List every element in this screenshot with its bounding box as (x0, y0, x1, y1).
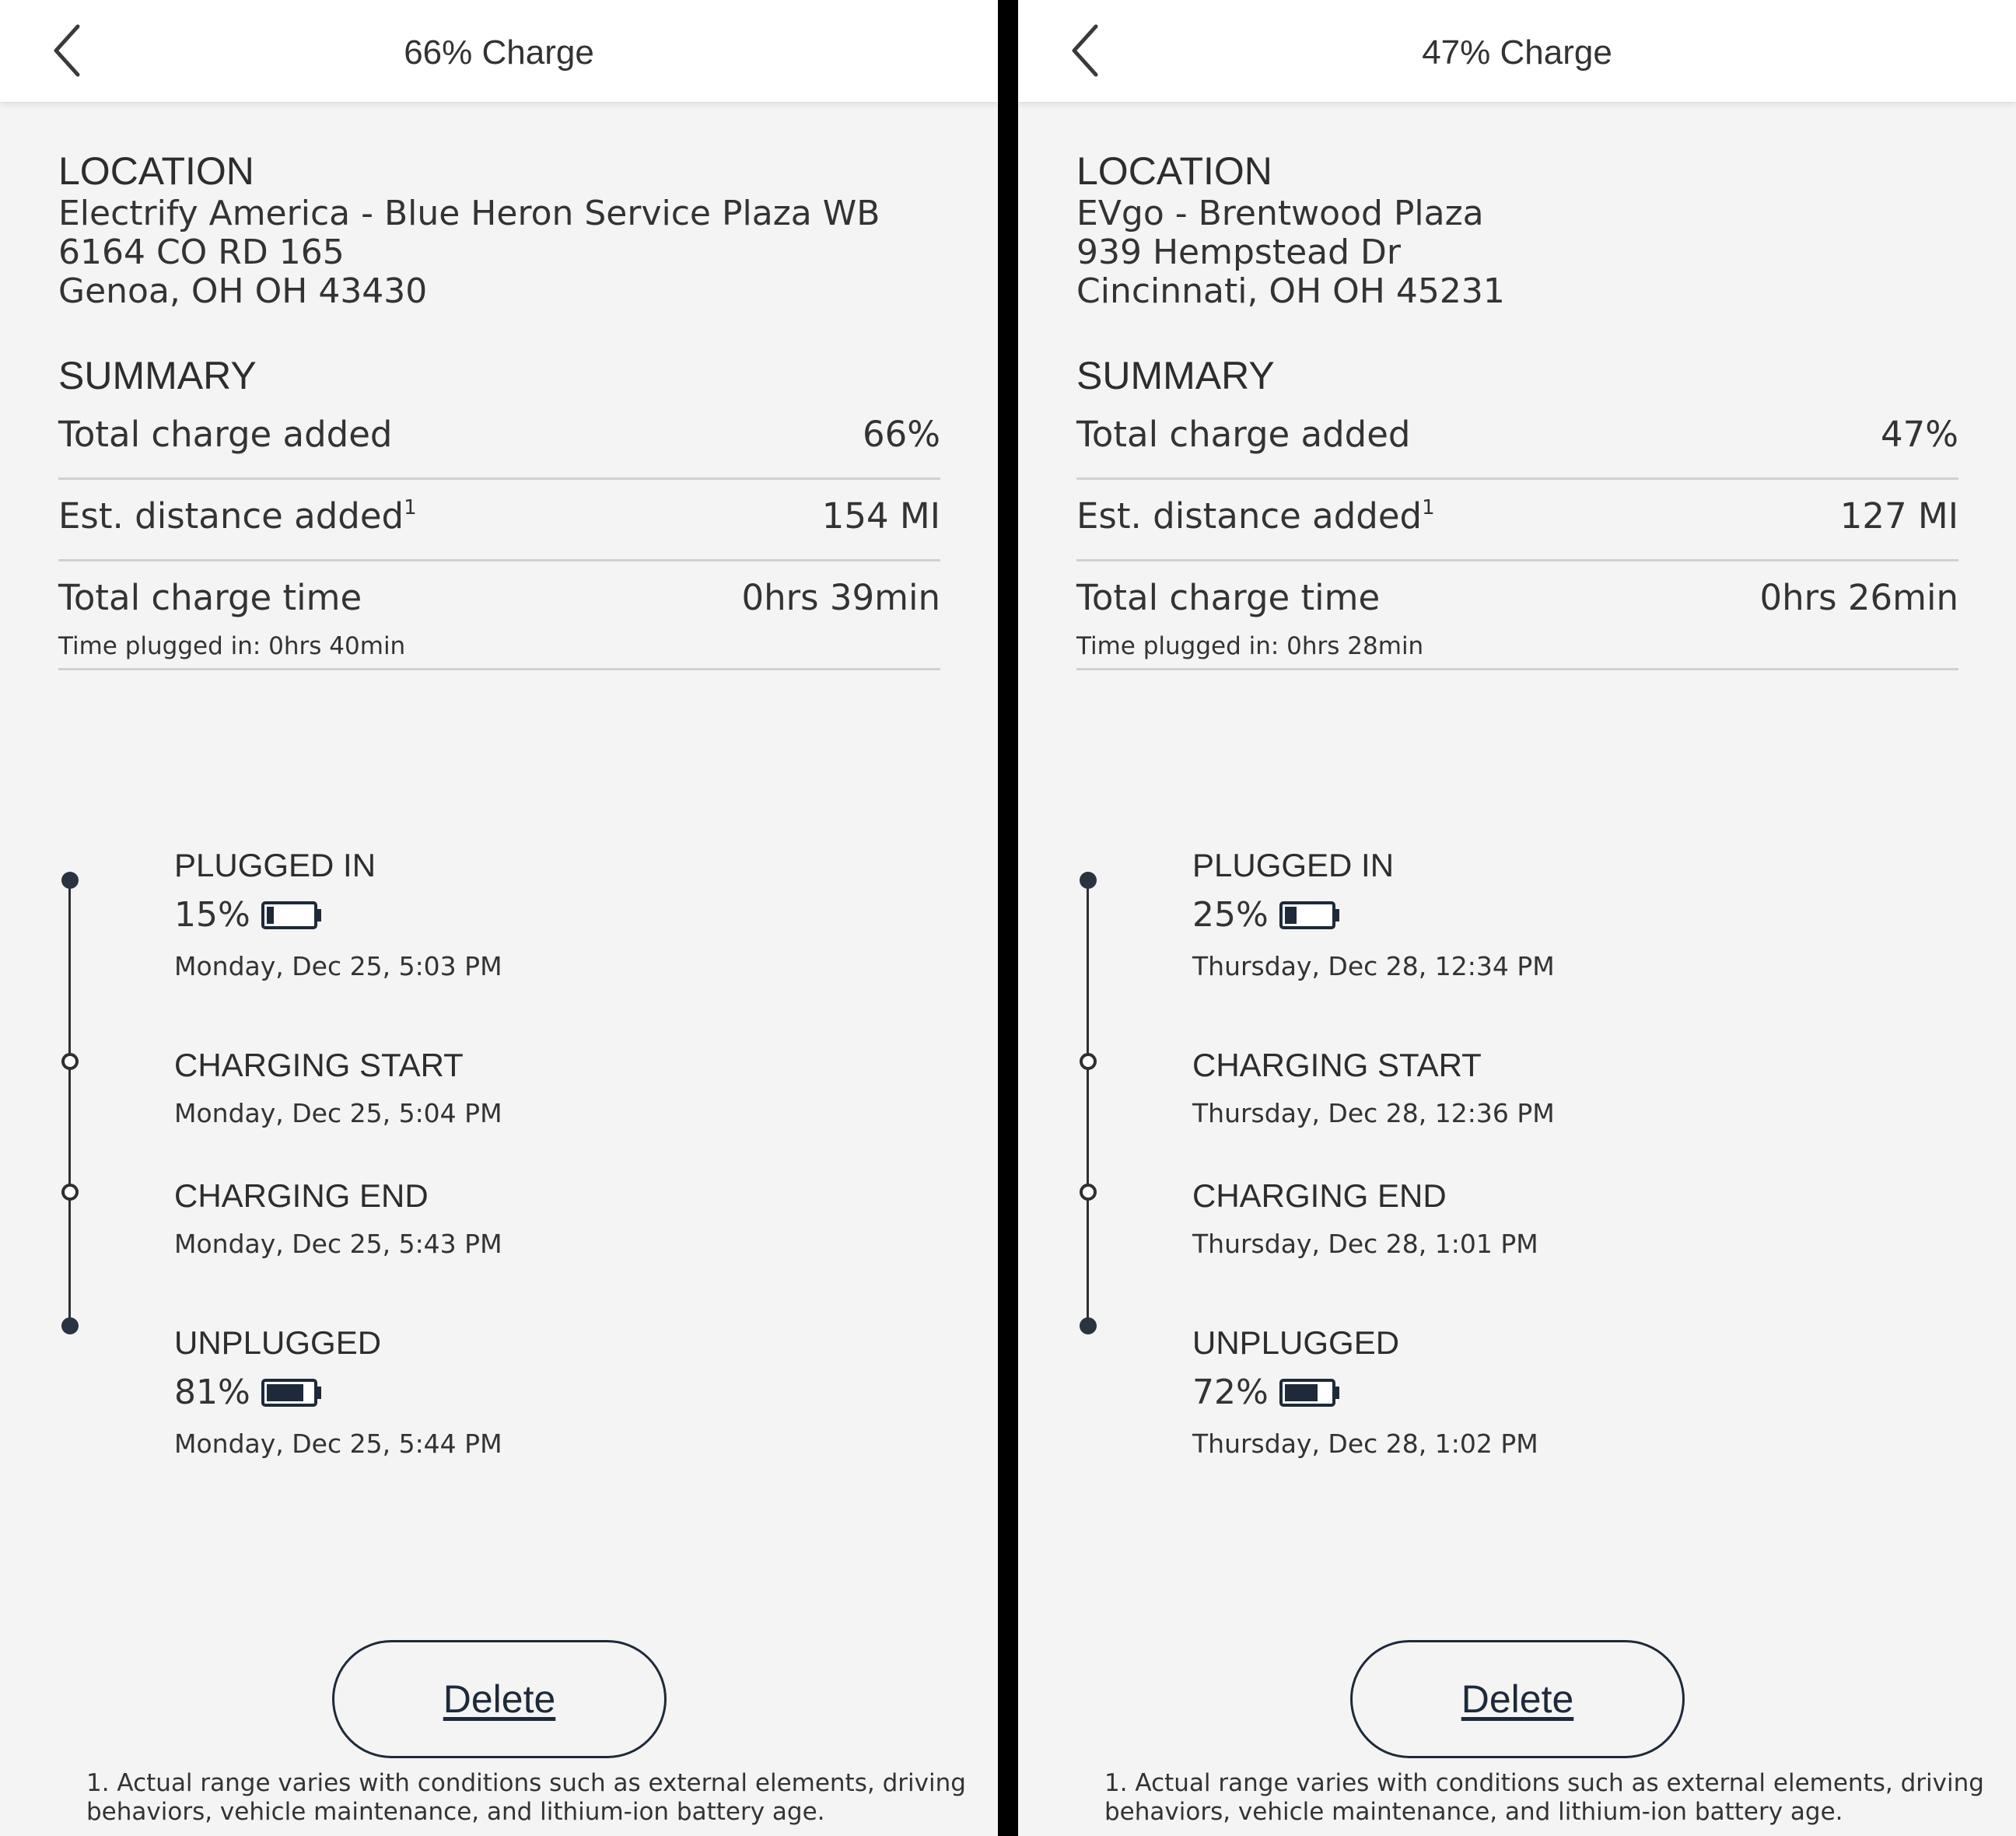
event-percent: 81% (174, 1373, 250, 1412)
battery-icon (261, 900, 324, 931)
summary-label: Total charge time (58, 577, 362, 618)
timeline-line (68, 880, 71, 1326)
summary-label: Total charge time (1076, 577, 1381, 618)
page-title: 47% Charge (1422, 33, 1612, 72)
battery-tip (1335, 1387, 1339, 1399)
summary-label: Est. distance added$^1$ (1076, 495, 1435, 537)
footnote: 1. Actual range varies with conditions such as external elements, driving behaviors, vehicle maintenance, and lithium-ion battery age. (1104, 1769, 1984, 1826)
summary-value: 0hrs 39min (741, 577, 940, 618)
divider (58, 668, 940, 670)
event-time: Thursday, Dec 28, 12:34 PM (1192, 951, 1555, 981)
timeline-dot-filled (1080, 1317, 1097, 1334)
battery-tip (317, 909, 321, 921)
page-title: 66% Charge (404, 33, 594, 72)
footnote: 1. Actual range varies with conditions such as external elements, driving behaviors, vehicle maintenance, and lithium-ion battery age. (86, 1769, 966, 1826)
summary-value: 154 MI (821, 495, 940, 537)
divider (58, 477, 940, 480)
event-time: Monday, Dec 25, 5:43 PM (174, 1229, 502, 1259)
event-time: Monday, Dec 25, 5:03 PM (174, 951, 502, 981)
battery-tip (317, 1387, 321, 1399)
timeline-dot-hollow (61, 1053, 79, 1070)
timeline-dot-filled (61, 1317, 79, 1334)
summary-heading: SUMMARY (58, 354, 257, 397)
delete-button-label: Delete (443, 1677, 556, 1721)
battery-level-fill (1285, 907, 1297, 924)
divider (1076, 668, 1958, 670)
battery-level-fill (267, 1384, 303, 1401)
summary-label: Total charge added (1076, 414, 1411, 455)
delete-button[interactable] (332, 1640, 667, 1758)
summary-label: Est. distance added$^1$ (58, 495, 417, 537)
location-city: Genoa, OH OH 43430 (58, 271, 428, 311)
location-heading: LOCATION (58, 149, 254, 193)
event-time: Monday, Dec 25, 5:04 PM (174, 1098, 502, 1128)
battery-icon (261, 1377, 324, 1408)
charge-detail-panel-left (0, 0, 998, 1836)
event-title-charging-end: CHARGING END (174, 1177, 429, 1214)
timeline-dot-hollow (1080, 1053, 1097, 1070)
summary-heading: SUMMARY (1076, 354, 1275, 397)
summary-label: Total charge added (58, 414, 393, 455)
event-title-unplugged: UNPLUGGED (1192, 1324, 1400, 1361)
battery-level-fill (1285, 1384, 1318, 1401)
time-plugged-in: Time plugged in: 0hrs 28min (1076, 632, 1424, 660)
timeline-dot-filled (61, 872, 79, 889)
event-title-charging-start: CHARGING START (174, 1047, 464, 1083)
event-percent: 15% (174, 895, 250, 935)
delete-button[interactable] (1350, 1640, 1685, 1758)
timeline-line (1087, 880, 1089, 1326)
battery-tip (1335, 909, 1339, 921)
location-heading: LOCATION (1076, 149, 1272, 193)
top-bar (1018, 0, 2016, 102)
footnote-marker: 1 (404, 496, 417, 519)
divider (1076, 477, 1958, 480)
event-time: Monday, Dec 25, 5:44 PM (174, 1429, 502, 1459)
timeline-dot-hollow (1080, 1184, 1097, 1201)
timeline-dot-hollow (61, 1184, 79, 1201)
event-time: Thursday, Dec 28, 1:02 PM (1192, 1429, 1538, 1459)
battery-level-fill (267, 907, 274, 924)
timeline-dot-filled (1080, 872, 1097, 889)
location-street: 939 Hempstead Dr (1076, 233, 1402, 272)
location-street: 6164 CO RD 165 (58, 233, 345, 272)
summary-value: 47% (1880, 414, 1958, 455)
event-time: Thursday, Dec 28, 12:36 PM (1192, 1098, 1555, 1128)
event-time: Thursday, Dec 28, 1:01 PM (1192, 1229, 1538, 1259)
top-bar (0, 0, 998, 102)
event-title-plugged-in: PLUGGED IN (174, 847, 376, 883)
event-percent: 25% (1192, 895, 1269, 935)
summary-value: 0hrs 26min (1759, 577, 1958, 618)
summary-value: 127 MI (1839, 495, 1958, 537)
footnote-marker: 1 (1422, 496, 1435, 519)
divider (58, 559, 940, 561)
event-title-charging-end: CHARGING END (1192, 1177, 1447, 1214)
time-plugged-in: Time plugged in: 0hrs 40min (58, 632, 406, 660)
event-title-unplugged: UNPLUGGED (174, 1324, 382, 1361)
event-title-charging-start: CHARGING START (1192, 1047, 1482, 1083)
summary-value: 66% (862, 414, 940, 455)
location-name: Electrify America - Blue Heron Service Plaza WB (58, 194, 880, 233)
charge-detail-panel-right (1018, 0, 2016, 1836)
battery-icon (1279, 900, 1342, 931)
location-name: EVgo - Brentwood Plaza (1076, 194, 1484, 233)
event-percent: 72% (1192, 1373, 1269, 1412)
event-title-plugged-in: PLUGGED IN (1192, 847, 1395, 883)
divider (1076, 559, 1958, 561)
location-city: Cincinnati, OH OH 45231 (1076, 271, 1505, 311)
delete-button-label: Delete (1461, 1677, 1574, 1721)
battery-icon (1279, 1377, 1342, 1408)
